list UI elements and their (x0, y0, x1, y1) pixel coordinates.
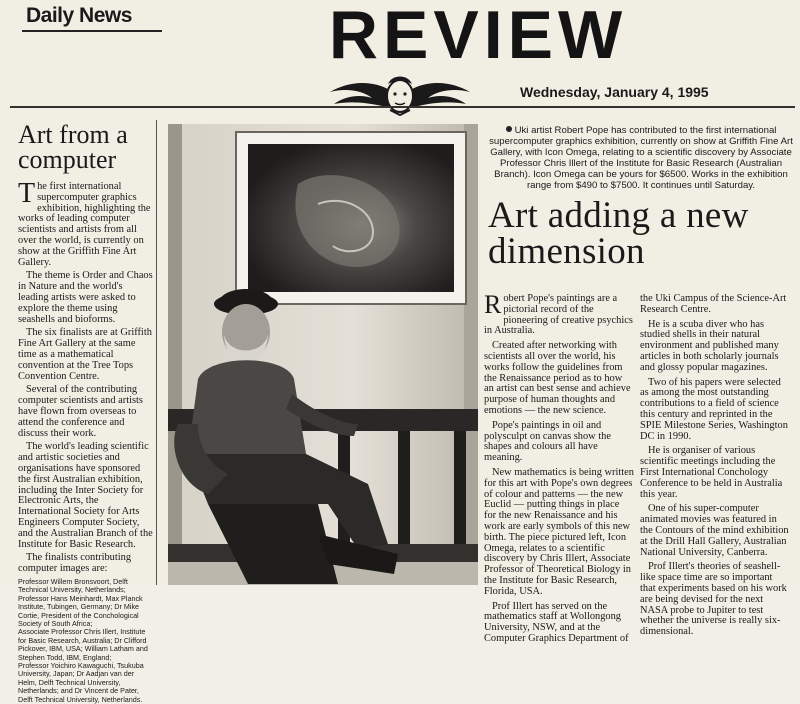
main-article-paragraph: the Uki Campus of the Science-Art Research Centre. (640, 293, 787, 315)
finalists-list: Professor Yoichiro Kawaguchi, Tsukuba University, Japan; Dr Aadjan van der Helm, Delft Technical University, Netherlands; and Dr Vincent de Pater, Delft Technical University, Netherlands. (18, 660, 144, 704)
main-article-paragraph: Created after networking with scientists all over the world, his works follow the guidelines from the Renaissance period as to how an artist can best sense and achieve purpose of human thoughts and emotions — the new science. (484, 340, 631, 416)
left-article-paragraph: The six finalists are at Griffith Fine Art Gallery at the same time as a mathematical convention at the Tree Tops Convention Centre. (18, 327, 152, 382)
main-article-paragraph: Pope's paintings in oil and polysculpt on canvas show the shapes and colours all have meaning. (484, 419, 611, 464)
left-article (18, 122, 154, 704)
main-article-paragraph: Two of his papers were selected as among the most outstanding contributions to a field of science this century and reprinted in the SPIE Milestone Series, Washington DC in 1990. (640, 376, 788, 442)
main-article-paragraph: New mathematics is being written for this art with Pope's own degrees of colour and patterns — the new Euclid — putting things in place for the new Renaissance and his work are early symbols of this new birth. The piece pictured left, Icon Omega, relates to a scientific discovery by Chris Illert, Associate Professor of Theoretical Biology in the Institute for Basic Research, Florida, USA. (484, 466, 634, 597)
left-article-paragraph: The first international supercomputer graphics exhibition, highlighting the works of leading computer scientists and artists from all over the world, is currently on show at the Griffith Fine Art Gallery. (18, 178, 151, 268)
masthead-daily-news: Daily News (26, 4, 132, 27)
main-article-paragraph: Robert Pope's paintings are a pictorial record of the pioneering of creative psychics in Australia. (484, 290, 633, 337)
masthead-divider (10, 106, 795, 108)
masthead-ornament-icon (300, 68, 500, 116)
issue-date: Wednesday, January 4, 1995 (520, 84, 709, 100)
main-article-paragraph: Prof Illert has served on the mathematics staff at Wollongong University, NSW, and at the Computer Graphics Department of (484, 600, 629, 644)
main-article-column-2 (640, 294, 790, 642)
left-article-headline: Art from a computer (18, 120, 128, 174)
bullet-icon (506, 126, 512, 132)
main-article-column-1 (484, 290, 634, 649)
main-article-paragraph: One of his super-computer animated movies was featured in the Contours of the mind exhibition at the Drill Hall Gallery, Australian National University, Canberra. (640, 503, 789, 558)
finalists-list: Associate Professor Chris Illert, Institute for Basic Research, Australia; Dr Clifford Pickover, IBM, USA; William Latham and Stephen Todd, IBM, England; (18, 627, 148, 662)
photo-caption: Uki artist Robert Pope has contributed to the first international supercomputer graphics exhibition, currently on show at Griffith Fine Art Gallery, with Icon Omega, relating to a scientific discovery by Associate Professor Chris Illert of the Institute for Basic Research (Australian Branch). Icon Omega can be yours for $6500. Works in the exhibition range from $490 to $7500. It continues until Saturday. (489, 125, 793, 191)
left-article-paragraph: Several of the contributing computer scientists and artists have flown from overseas to attend the conference and discuss their work. (18, 384, 143, 439)
drop-cap: R (484, 290, 502, 319)
main-article-paragraph: He is a scuba diver who has studied shells in their natural environment and published many articles in both scholarly journals and glossy popular magazines. (640, 318, 779, 373)
masthead-review: REVIEW (328, 0, 628, 73)
main-article-paragraph: Prof Illert's theories of seashell-like space time are so important that experiments based on his work are being devised for the next NASA probe to Jupiter to test whether the universe is really six-dimensional. (640, 561, 787, 638)
left-article-paragraph: The world's leading scientific and artistic societies and organisations have sponsored the first Australian exhibition, including the Inter Society for Electronic Arts, the International Society for Arts Engineers Computer Society, and the Australian Branch of the Institute for Basic Research. (18, 441, 153, 550)
left-article-paragraph: The theme is Order and Chaos in Nature and the world's leading artists were asked to explore the theme using seashells and bioforms. (18, 270, 153, 325)
column-divider (156, 120, 157, 585)
main-article-paragraph: He is organiser of various scientific meetings including the First International Conchology Conference to be held in Australia this year. (640, 445, 783, 500)
masthead-rule (22, 30, 162, 32)
left-article-paragraph: The finalists contributing computer images are: (18, 552, 132, 575)
finalists-list: Professor Willem Bronsvoort, Delft Technical University, Netherlands; Professor Hans Meinhardt, Max Planck Institute, Tubingen, Germany; Dr Mike Cortie, President of the Conchological Society of South Africa; (18, 576, 143, 628)
artist-photo (168, 124, 478, 585)
main-article-headline: Art adding a new dimension (488, 195, 749, 272)
drop-cap: T (18, 178, 36, 209)
